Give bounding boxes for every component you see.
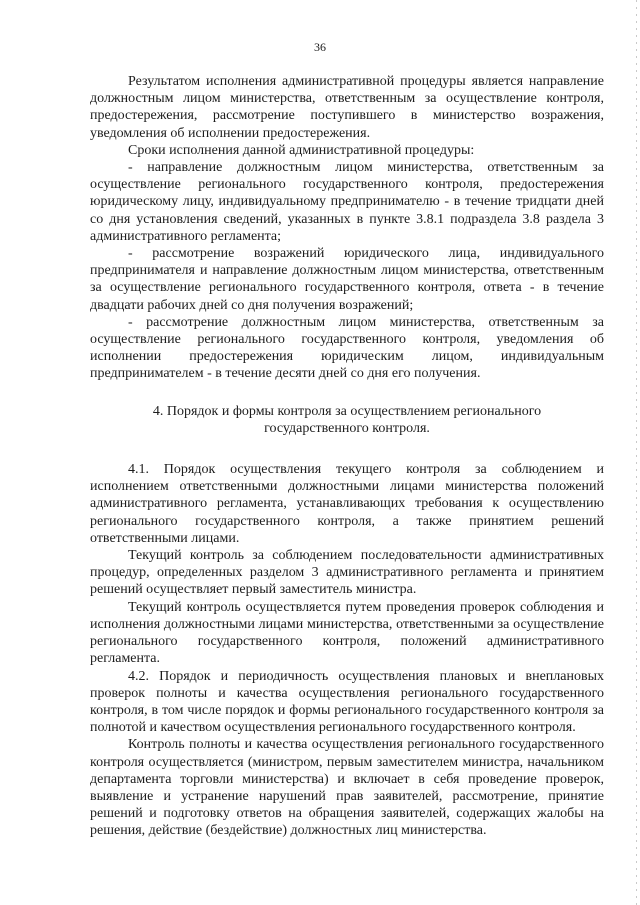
page-number: 36 bbox=[314, 40, 326, 54]
paragraph-current-control: Текущий контроль за соблюдением последовательности административных процедур, определенных разделом 3 административного регламента и принятием решений осуществляет первый заместитель министра. bbox=[90, 548, 604, 598]
paragraph-deadlines-intro: Сроки исполнения данной административной процедуры: bbox=[128, 142, 475, 158]
scan-edge-mark bbox=[636, 0, 637, 905]
paragraph-result: Результатом исполнения административной процедуры является направление должностным лицом министерства, ответственным за осуществление контроля, предостережения, рассмотрение поступившего в министерство возражения, уведомления об исполнении предостережения. bbox=[90, 74, 604, 141]
list-item-deadline-warning: - направление должностным лицом министерства, ответственным за осуществление регионального государственного контроля, предостережения юридическому лицу, индивидуальному предпринимателю - в течение тридцати дней со дня установления сведений, указанных в пункте 3.8.1 подраздела 3.8 раздела 3 административного регламента; bbox=[90, 160, 604, 244]
paragraph-4-2: 4.2. Порядок и периодичность осуществления плановых и внеплановых проверок полноты и качества осуществления регионального государственного контроля, в том числе порядок и формы регионального государственного контроля за полнотой и качеством осуществления регионального государственного контроля. bbox=[90, 668, 604, 736]
paragraph-quality-control: Контроль полноты и качества осуществления регионального государственного контроля осуществляется (министром, первым заместителем министра, начальником департамента торговли министерства) и включает в себя проведение проверок, выявление и устранение нарушений прав заявителей, рассмотрение, принятие решений и подготовку ответов на обращения заявителей, содержащих жалобы на решения, действие (бездействие) должностных лиц министерства. bbox=[90, 737, 604, 839]
list-item-deadline-objections: - рассмотрение возражений юридического лица, индивидуального предпринимателя и направление должностным лицом министерства, ответственным за осуществление регионального государственного контроля, ответа - в течение двадцати рабочих дней со дня получения возражений; bbox=[90, 246, 604, 313]
list-item-deadline-notification: - рассмотрение должностным лицом министерства, ответственным за осуществление регионального государственного контроля, уведомления об исполнении предостережения юридическим лицом, индивидуальным предпринимателем - в течение десяти дней со дня его получения. bbox=[90, 314, 604, 382]
paragraph-4-1: 4.1. Порядок осуществления текущего контроля за соблюдением и исполнением ответственными должностными лицами министерства положений административного регламента, устанавливающих требования к осуществлению регионального государственного контроля, а также принятием решений ответственными лицами. bbox=[90, 462, 604, 546]
section-heading: 4. Порядок и формы контроля за осуществлением регионального государственного контроля. bbox=[152, 403, 542, 436]
document-body bbox=[90, 73, 604, 840]
paragraph-current-control-method: Текущий контроль осуществляется путем проведения проверок соблюдения и исполнения должностными лицами министерства, ответственными за осуществление регионального государственного контроля, положений административного регламента. bbox=[90, 599, 604, 667]
